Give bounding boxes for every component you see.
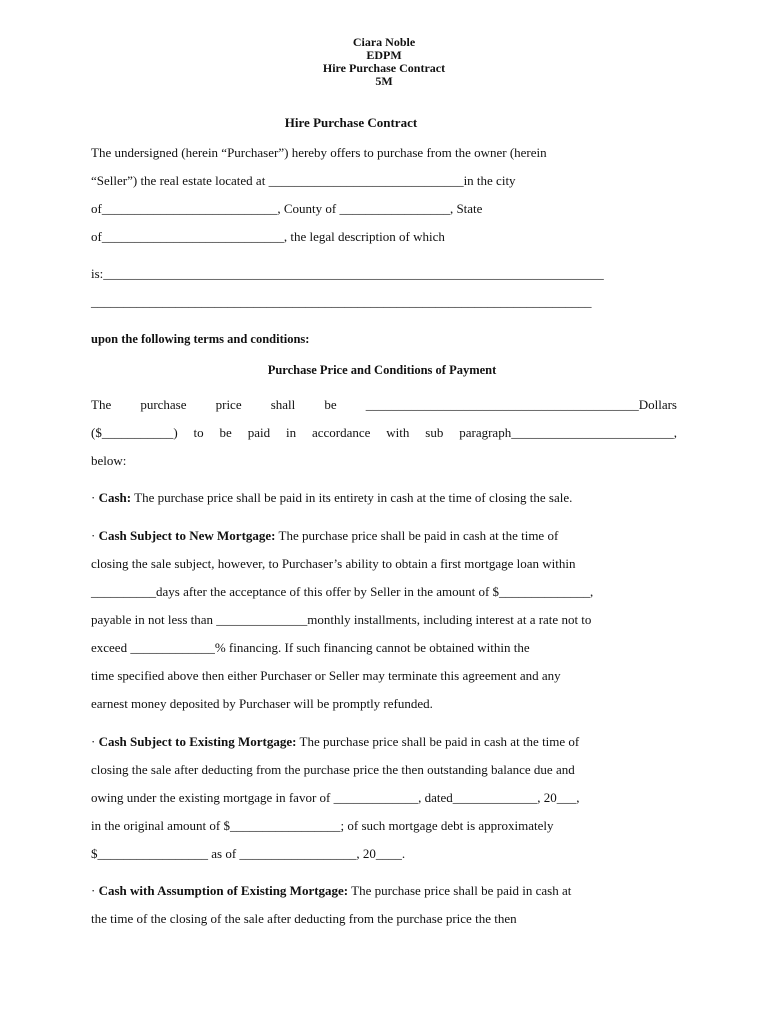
existing-mortgage-line-4: in the original amount of $_________________; of such mortgage debt is approximately	[91, 818, 554, 833]
intro-line-1: The undersigned (herein “Purchaser”) hereby offers to purchase from the owner (herein	[91, 145, 547, 160]
price-word: purchase	[140, 397, 187, 412]
new-mortgage-line-7: earnest money deposited by Purchaser will be promptly refunded.	[91, 696, 433, 711]
new-mortgage-line-2: closing the sale subject, however, to Purchaser’s ability to obtain a first mortgage loan within	[91, 556, 576, 571]
course-code: EDPM	[366, 48, 402, 62]
marks-label: 5M	[375, 74, 393, 88]
bullet: ·	[91, 528, 96, 543]
price-line-2	[91, 425, 677, 441]
new-mortgage-line-5: exceed _____________% financing. If such financing cannot be obtained within the	[91, 640, 530, 655]
price-word: ($___________)	[91, 425, 178, 440]
clause-label: Cash:	[98, 490, 132, 505]
price-word: to	[193, 425, 204, 440]
price-word: paragraph_________________________,	[459, 425, 677, 440]
price-word: sub	[425, 425, 444, 440]
clause-label: Cash Subject to Existing Mortgage:	[98, 734, 297, 749]
price-word: accordance	[311, 425, 371, 440]
bullet: ·	[91, 734, 96, 749]
price-word: __________________________________________Dollars	[365, 397, 677, 412]
clause-text: The purchase price shall be paid in cash at the time of	[296, 734, 580, 749]
cash-clause	[91, 490, 572, 506]
intro-line-5: is:_____________________________________________________________________________	[91, 266, 604, 281]
assumption-line-1	[91, 883, 571, 899]
new-mortgage-line-3: __________days after the acceptance of this offer by Seller in the amount of $______________,	[91, 584, 594, 599]
existing-mortgage-line-1	[91, 734, 579, 750]
price-word: paid	[247, 425, 271, 440]
price-line-1	[91, 397, 677, 413]
price-word: be	[219, 425, 232, 440]
intro-line-3: of___________________________, County of _________________, State	[91, 201, 483, 216]
price-word: The	[91, 397, 112, 412]
price-word: price	[215, 397, 242, 412]
new-mortgage-line-6: time specified above then either Purchaser or Seller may terminate this agreement and any	[91, 668, 561, 683]
existing-mortgage-line-5: $_________________ as of __________________, 20____.	[91, 846, 406, 861]
clause-label: Cash with Assumption of Existing Mortgage:	[98, 883, 349, 898]
intro-line-2: “Seller”) the real estate located at ______________________________in the city	[91, 173, 516, 188]
clause-text: The purchase price shall be paid in cash at	[348, 883, 572, 898]
assignment-subject: Hire Purchase Contract	[322, 61, 446, 75]
new-mortgage-line-4: payable in not less than ______________monthly installments, including interest at a rate not to	[91, 612, 592, 627]
price-line-3: below:	[91, 453, 127, 468]
new-mortgage-line-1	[91, 528, 558, 544]
assumption-line-2: the time of the closing of the sale after deducting from the purchase price the then	[91, 911, 517, 926]
section-heading: Purchase Price and Conditions of Payment	[267, 363, 497, 377]
price-word: with	[386, 425, 410, 440]
clause-text: The purchase price shall be paid in its entirety in cash at the time of closing the sale.	[131, 490, 573, 505]
intro-line-6: _____________________________________________________________________________	[91, 294, 592, 309]
clause-label: Cash Subject to New Mortgage:	[98, 528, 276, 543]
document-title: Hire Purchase Contract	[284, 115, 418, 130]
price-word: in	[285, 425, 297, 440]
intro-line-4: of____________________________, the legal description of which	[91, 229, 445, 244]
bullet: ·	[91, 883, 96, 898]
bullet: ·	[91, 490, 96, 505]
author-name: Ciara Noble	[352, 35, 416, 49]
price-word: shall	[270, 397, 296, 412]
clause-text: The purchase price shall be paid in cash at the time of	[275, 528, 559, 543]
terms-heading: upon the following terms and conditions:	[91, 332, 310, 346]
existing-mortgage-line-3: owing under the existing mortgage in favor of _____________, dated_____________, 20___,	[91, 790, 580, 805]
existing-mortgage-line-2: closing the sale after deducting from the purchase price the then outstanding balance due and	[91, 762, 575, 777]
price-word: be	[324, 397, 337, 412]
